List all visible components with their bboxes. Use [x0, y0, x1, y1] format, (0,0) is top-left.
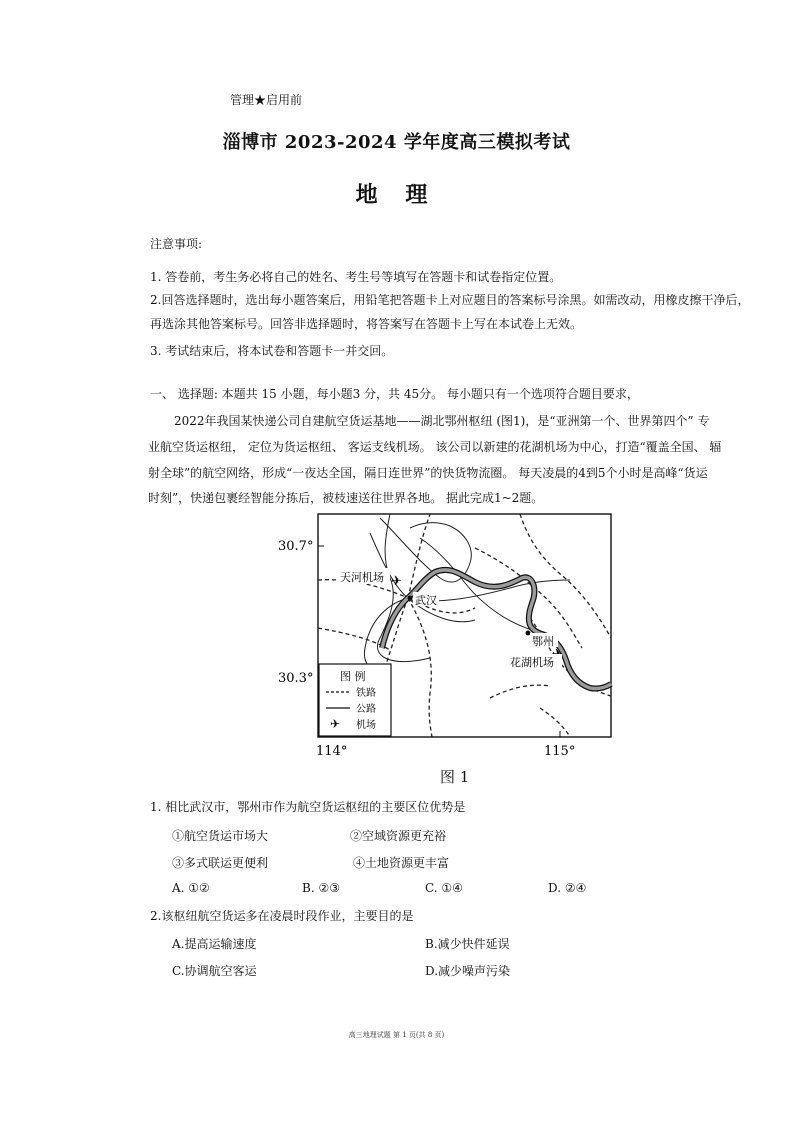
- label-wuhan: 武汉: [415, 594, 437, 607]
- question-1-item-2: ②空域资源更充裕: [350, 829, 447, 843]
- passage-line-3: 射全球”的航空网络，形成“一夜达全国，隔日连世界”的快货物流圈。 每天凌晨的4到5个小时是高峰“货运: [148, 466, 708, 480]
- label-ezhou: 鄂州: [532, 635, 554, 648]
- question-1-item-1: ①航空货运市场大: [172, 829, 269, 843]
- subject-title: 地 理: [355, 182, 438, 208]
- question-1-choice-c[interactable]: C. ①④: [425, 881, 463, 895]
- notice-item-2-line-2: 再选涂其他答案标号。回答非选择题时，将答案写在答题卡上写在本试卷上无效。: [150, 317, 583, 331]
- question-1-item-3: ③多式联运更便利: [172, 856, 269, 870]
- label-tianhe-airport: 天河机场: [340, 571, 384, 584]
- wuhan-marker: [408, 596, 413, 601]
- airport-icon-tianhe: ✈: [391, 574, 402, 589]
- legend-airport-icon: ✈: [330, 717, 341, 731]
- notice-item-3: 3. 考试结束后，将本试卷和答题卡一并交回。: [150, 344, 394, 358]
- question-1-stem: 1. 相比武汉市，鄂州市作为航空货运枢纽的主要区位优势是: [150, 800, 466, 814]
- lon-label-left: 114°: [316, 744, 348, 759]
- question-2-choice-c[interactable]: C.协调航空客运: [172, 964, 257, 978]
- passage-line-1: 2022年我国某快递公司自建航空货运基地——湖北鄂州枢纽 (图1)，是“亚洲第一个、世界第四个” 专: [174, 414, 710, 428]
- passage-line-4: 时刻”，快递包裹经智能分拣后，被枝速送往世界各地。 据此完成1~2题。: [148, 491, 544, 505]
- legend-road-label: 公路: [356, 704, 376, 715]
- question-1-choice-a[interactable]: A. ①②: [172, 881, 210, 895]
- question-2-choice-d[interactable]: D.减少噪声污染: [425, 964, 511, 978]
- exam-title: 淄博市 2023-2024 学年度高三模拟考试: [222, 132, 571, 153]
- lat-label-top: 30.7°: [278, 539, 314, 554]
- lon-label-right: 115°: [544, 744, 576, 759]
- legend-railway-label: 铁路: [356, 688, 376, 699]
- confidential-mark: 管理★启用前: [230, 93, 303, 107]
- ezhou-marker: [526, 631, 531, 636]
- legend-title: 图 例: [340, 670, 366, 683]
- legend-airport-label: 机场: [356, 720, 376, 731]
- question-2-stem: 2.该枢纽航空货运多在凌晨时段作业，主要目的是: [150, 909, 414, 923]
- question-1-item-4: ④土地资源更丰富: [353, 856, 450, 870]
- question-2-choice-a[interactable]: A.提高运输速度: [172, 937, 257, 951]
- page-footer: 高三地理试题 第 1 页(共 8 页): [348, 1031, 445, 1039]
- notice-item-2-line-1: 2.回答选择题时，选出每小题答案后，用铅笔把答题卡上对应题目的答案标号涂黑。如需改动，用橡皮擦干净后，: [150, 293, 750, 307]
- question-1-choice-d[interactable]: D. ②④: [548, 881, 587, 895]
- section-heading: 一、 选择题: 本题共 15 小题，每小题3 分，共 45分。 每小题只有一个选项符合题目要求，: [150, 387, 639, 401]
- map-figure: [270, 508, 620, 768]
- passage-line-2: 业航空货运枢纽， 定位为货运枢纽、 客运支线机场。 该公司以新建的花湖机场为中心，打造“覆盖全国、 辐: [148, 440, 722, 454]
- figure-caption: 图 1: [440, 768, 470, 786]
- lat-label-bottom: 30.3°: [278, 671, 314, 686]
- question-1-choice-b[interactable]: B. ②③: [302, 881, 340, 895]
- notice-heading: 注意事项:: [150, 237, 203, 251]
- map-legend: [319, 664, 391, 736]
- notice-item-1: 1. 答卷前，考生务必将自己的姓名、考生号等填写在答题卡和试卷指定位置。: [150, 270, 562, 284]
- question-2-choice-b[interactable]: B.减少快件延误: [425, 937, 510, 951]
- label-huahu-airport: 花湖机场: [510, 656, 554, 669]
